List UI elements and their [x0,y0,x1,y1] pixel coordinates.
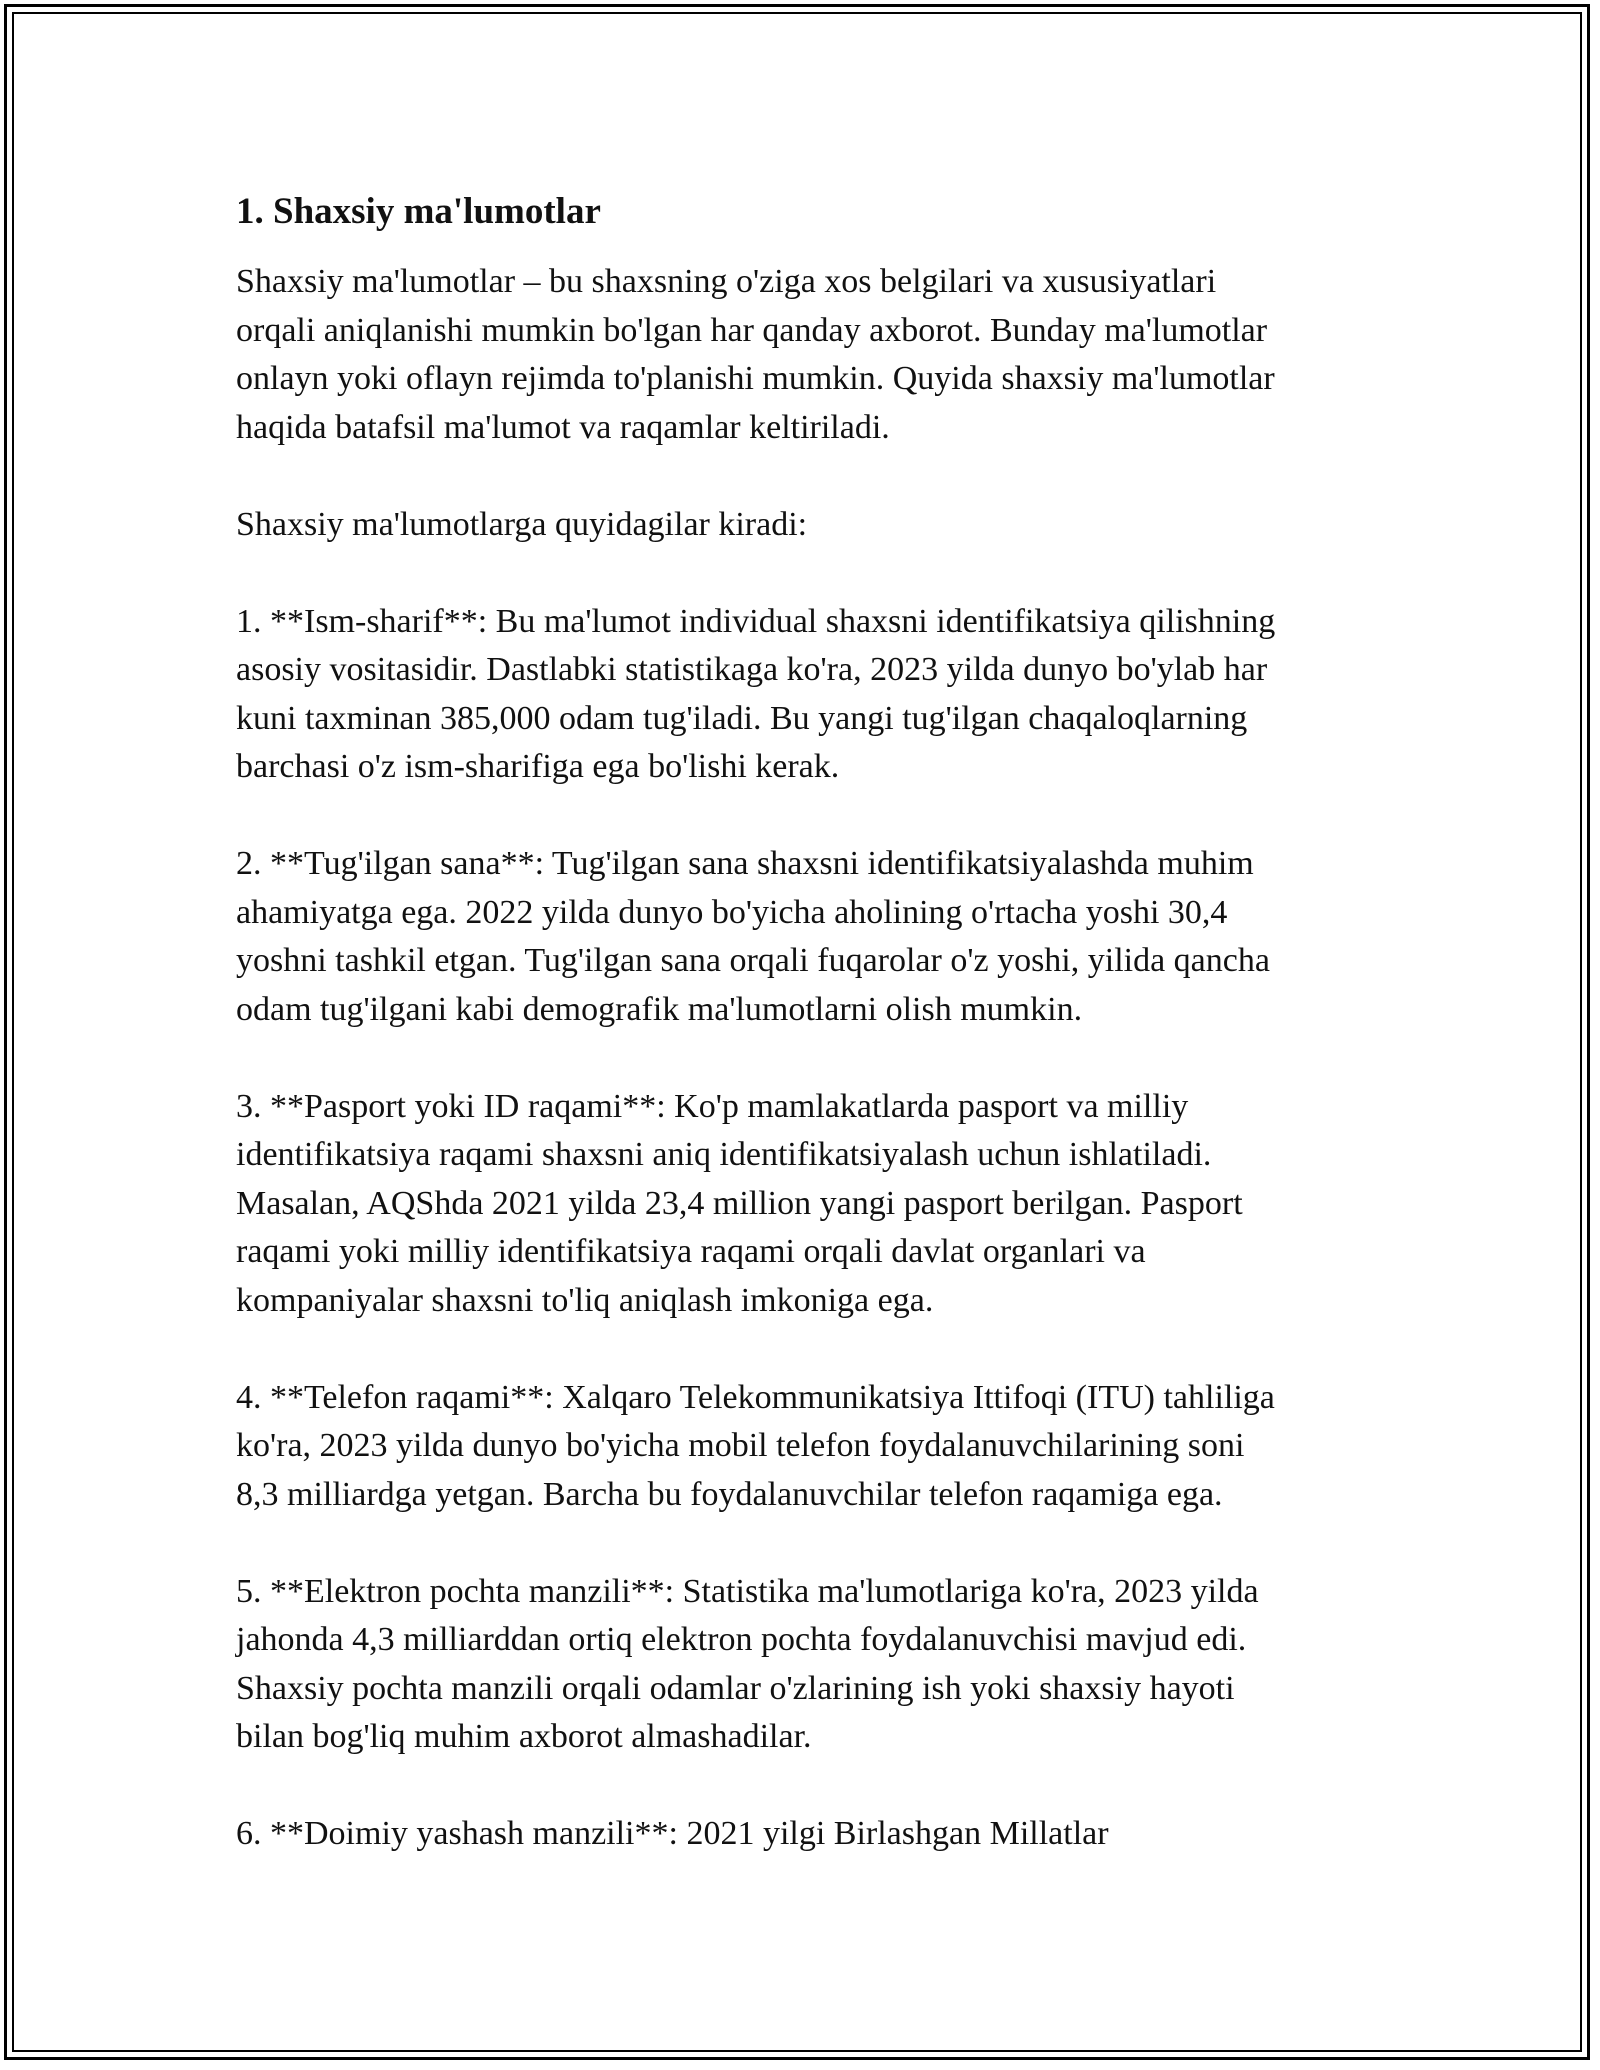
list-item-phone-number: 4. **Telefon raqami**: Xalqaro Telekommunikatsiya Ittifoqi (ITU) tahliliga ko'ra, 2023 yilda dunyo bo'yicha mobil telefon foydalanuvchilarining soni 8,3 milliardga yetgan. Barcha bu foydalanuvchilar telefon raqamiga ega. [236,1378,1275,1513]
list-item-permanent-address: 6. **Doimiy yashash manzili**: 2021 yilgi Birlashgan Millatlar [236,1815,1109,1852]
list-item-passport-id: 3. **Pasport yoki ID raqami**: Ko'p mamlakatlarda pasport va milliy identifikatsiya raqami shaxsni aniq identifikatsiyalash uchun ishlatiladi. Masalan, AQShda 2021 yilda 23,4 million yangi pasport berilgan. Pasport raqami yoki milliy identifikatsiya raqami orqali davlat organlari va kompaniyalar shaxsni to'liq aniqlash imkoniga ega. [236,1087,1243,1319]
paragraph-intro: Shaxsiy ma'lumotlar – bu shaxsning o'ziga xos belgilari va xususiyatlari orqali aniqlanishi mumkin bo'lgan har qanday axborot. Bunday ma'lumotlar onlayn yoki oflayn rejimda to'planishi mumkin. Quyida shaxsiy ma'lumotlar haqida batafsil ma'lumot va raqamlar keltiriladi. [236,263,1275,446]
page-title: 1. Shaxsiy ma'lumotlar [236,191,601,232]
document-body [236,188,1386,1859]
list-item-email-address: 5. **Elektron pochta manzili**: Statistika ma'lumotlariga ko'ra, 2023 yilda jahonda 4,3 milliarddan ortiq elektron pochta foydalanuvchisi mavjud edi. Shaxsiy pochta manzili orqali odamlar o'zlarining ish yoki shaxsiy hayoti bilan bog'liq muhim axborot almashadilar. [236,1572,1259,1755]
paragraph-list-intro: Shaxsiy ma'lumotlarga quyidagilar kiradi: [236,505,808,543]
list-item-name: 1. **Ism-sharif**: Bu ma'lumot individual shaxsni identifikatsiya qilishning asosiy vositasidir. Dastlabki statistikaga ko'ra, 2023 yilda dunyo bo'ylab har kuni taxminan 385,000 odam tug'iladi. Bu yangi tug'ilgan chaqaloqlarning barchasi o'z ism-sharifiga ega bo'lishi kerak. [236,602,1276,785]
list-item-birth-date: 2. **Tug'ilgan sana**: Tug'ilgan sana shaxsni identifikatsiyalashda muhim ahamiyatga ega. 2022 yilda dunyo bo'yicha aholining o'rtacha yoshi 30,4 yoshni tashkil etgan. Tug'ilgan sana orqali fuqarolar o'z yoshi, yilida qancha odam tug'ilgani kabi demografik ma'lumotlarni olish mumkin. [236,845,1270,1028]
